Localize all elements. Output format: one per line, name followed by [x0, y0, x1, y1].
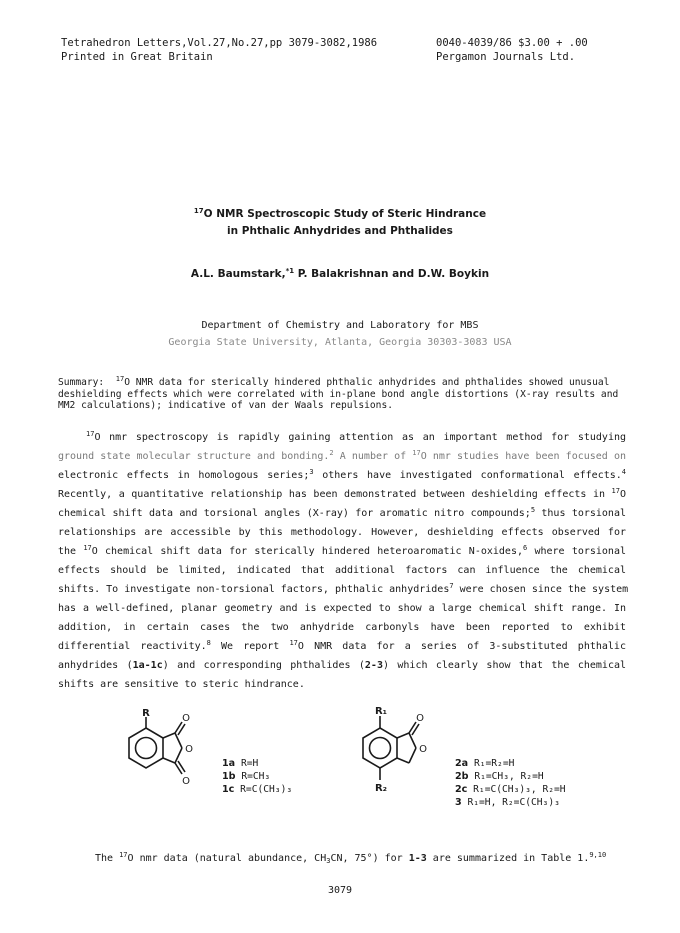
ring-bond — [163, 733, 175, 738]
reference-mark: 7 — [449, 582, 454, 590]
body-line-6: relationships are accessible by this methodology. However, deshielding effects observed for — [58, 527, 626, 538]
r-label: R — [142, 708, 150, 719]
body-line-5 — [58, 508, 626, 519]
body-line-3 — [58, 470, 626, 481]
body-text: chemical shift data and torsional angles (X-ray) for aromatic nitro compounds; — [58, 508, 531, 519]
compound-labels-1 — [222, 757, 292, 796]
ring-bond — [163, 758, 175, 763]
reference-mark: 4 — [621, 468, 626, 476]
compound-formula: R=CH₃ — [241, 771, 271, 782]
isotope-mark: 17 — [412, 449, 421, 457]
compound-ref: 1-3 — [408, 853, 427, 864]
journal-header — [61, 36, 377, 64]
price-code: 0040-4039/86 $3.00 + .00 — [436, 37, 588, 49]
compound-label-3 — [455, 796, 566, 809]
body-text: O nmr studies have been focused on — [420, 451, 626, 462]
body-text: where torsional — [527, 546, 626, 557]
body-line-11: addition, in certain cases the two anhydride carbonyls have been reported to exhibit — [58, 622, 626, 633]
paper-title — [0, 206, 680, 240]
printed-in: Printed in Great Britain — [61, 51, 213, 63]
summary-label: Summary: — [58, 377, 105, 388]
compound-label-2a — [455, 757, 566, 770]
r2-label: R₂ — [374, 783, 388, 794]
reference-mark: 8 — [206, 639, 211, 647]
benzene-ring — [129, 728, 163, 768]
body-text: Recently, a quantitative relationship has been demonstrated between deshielding effects in — [58, 489, 612, 500]
compound-id: 2b — [455, 771, 469, 782]
other-authors: P. Balakrishnan and D.W. Boykin — [294, 268, 490, 280]
aromatic-circle — [370, 738, 391, 759]
body-text: O NMR data for a series of 3-substituted phthalic — [297, 641, 626, 652]
r1-label: R₁ — [374, 706, 388, 717]
body-line-2 — [58, 451, 626, 462]
body-line-13 — [58, 660, 626, 671]
body-line-4 — [58, 489, 626, 500]
body-text: We report — [210, 641, 290, 652]
title-isotope: 17 — [193, 207, 204, 215]
compound-formula: R₁=C(CH₃)₃, R₂=H — [473, 784, 566, 795]
body-text: others have investigated conformational effects. — [313, 470, 622, 481]
body-line-9 — [58, 582, 629, 595]
body-text: the — [58, 546, 84, 557]
phthalide-bonds — [363, 716, 419, 780]
body-text: thus torsional — [535, 508, 626, 519]
compound-label-2c — [455, 783, 566, 796]
isotope-mark: 17 — [86, 430, 95, 438]
compound-label-1b — [222, 770, 292, 783]
body-text: electronic effects in homologous series; — [58, 470, 310, 481]
body-text: The — [95, 853, 120, 864]
title-line-2: in Phthalic Anhydrides and Phthalides — [227, 225, 453, 237]
body-text: O — [619, 489, 626, 500]
body-line-14: shifts are sensitive to steric hindrance. — [58, 679, 305, 690]
body-text: A number of — [333, 451, 413, 462]
benzene-ring — [363, 728, 397, 768]
compound-ref: 1a-1c — [132, 660, 163, 671]
body-text: O chemical shift data for sterically hindered heteroaromatic N-oxides, — [91, 546, 523, 557]
compound-label-1c — [222, 783, 292, 796]
reference-mark: 3 — [309, 468, 314, 476]
author-list — [0, 268, 680, 280]
isotope-mark: 17 — [119, 851, 128, 859]
affiliation-line-1: Department of Chemistry and Laboratory for MBS — [201, 320, 479, 331]
body-line-1 — [86, 432, 626, 443]
body-line-10: has a well-defined, planar geometry and is expected to show a large chemical shift range. In — [58, 603, 626, 614]
isotope-mark: 17 — [83, 544, 92, 552]
aromatic-circle — [136, 738, 157, 759]
compound-label-1a — [222, 757, 292, 770]
body-text: ) and corresponding phthalides ( — [162, 660, 365, 671]
compound-labels-2 — [455, 757, 566, 809]
compound-formula: R=C(CH₃)₃ — [240, 784, 293, 795]
body-text: differential reactivity. — [58, 641, 207, 652]
reference-mark: 6 — [523, 544, 528, 552]
reference-mark: 2 — [329, 449, 334, 457]
phthalide-structure — [340, 700, 440, 800]
compound-id: 2c — [455, 784, 468, 795]
body-text: CN, 75°) for — [330, 853, 409, 864]
compound-id: 1b — [222, 771, 236, 782]
isotope-mark: 17 — [611, 487, 620, 495]
anhydride-bonds — [129, 717, 185, 774]
price-header — [436, 36, 588, 64]
body-text: O nmr spectroscopy is rapidly gaining attention as an important method for studying — [94, 432, 626, 443]
body-line-8: effects should be limited, indicated that additional factors can influence the chemical — [58, 565, 626, 576]
reference-mark: 9,10 — [589, 851, 607, 859]
compound-id: 3 — [455, 797, 462, 808]
body-text: are summarized in Table 1. — [426, 853, 590, 864]
compound-formula: R₁=H, R₂=C(CH₃)₃ — [467, 797, 560, 808]
subscript: 3 — [326, 857, 331, 865]
ring-bond — [409, 748, 416, 763]
compound-label-2b — [455, 770, 566, 783]
compound-id: 1c — [222, 784, 235, 795]
oxygen-label: O — [185, 744, 193, 755]
publisher: Pergamon Journals Ltd. — [436, 51, 576, 63]
isotope-mark: 17 — [289, 639, 298, 647]
journal-citation: Tetrahedron Letters,Vol.27,No.27,pp 3079-3082,1986 — [61, 37, 378, 49]
oxygen-label: O — [419, 744, 427, 755]
body-text: ground state molecular structure and bonding. — [58, 451, 330, 462]
table-intro — [95, 853, 606, 864]
affiliation-line-2: Georgia State University, Atlanta, Georgia 30303-3083 USA — [168, 337, 512, 348]
body-text: shifts. To investigate non-torsional factors, phthalic anhydrides — [58, 584, 450, 595]
compound-id: 2a — [455, 758, 469, 769]
compound-formula: R₁=CH₃, R₂=H — [474, 771, 544, 782]
anhydride-structure — [110, 708, 202, 790]
compound-ref: 2-3 — [364, 660, 383, 671]
oxygen-label: O — [182, 713, 190, 724]
title-line-1 — [0, 206, 680, 223]
reference-mark: 5 — [530, 506, 536, 514]
ring-bond — [397, 758, 409, 763]
compound-formula: R₁=R₂=H — [473, 758, 515, 769]
body-text: O nmr data (natural abundance, CH — [127, 853, 327, 864]
summary — [58, 377, 626, 412]
title-line-1-text: O NMR Spectroscopic Study of Steric Hindrance — [203, 208, 487, 220]
ring-bond — [397, 733, 409, 738]
affiliation — [0, 317, 680, 351]
compound-id: 1a — [222, 758, 236, 769]
body-line-12 — [58, 641, 626, 652]
summary-isotope: 17 — [115, 375, 125, 383]
compound-formula: R=H — [240, 758, 259, 769]
page-number: 3079 — [327, 885, 353, 896]
oxygen-label: O — [182, 776, 190, 787]
summary-text: O NMR data for sterically hindered phthalic anhydrides and phthalides showed unusual deshielding effects which were correlated with in-plane bond angle distortions (X-ray results and MM2 calculations); indicative of van der Waals repulsions. — [58, 377, 619, 411]
author-mark: *1 — [285, 267, 295, 275]
body-text: were chosen since the system — [453, 584, 629, 595]
body-text: ) which clearly show that the chemical — [382, 660, 627, 671]
first-author: A.L. Baumstark, — [190, 268, 286, 280]
oxygen-label: O — [416, 713, 424, 724]
body-text: anhydrides ( — [58, 660, 133, 671]
body-line-7 — [58, 546, 626, 557]
